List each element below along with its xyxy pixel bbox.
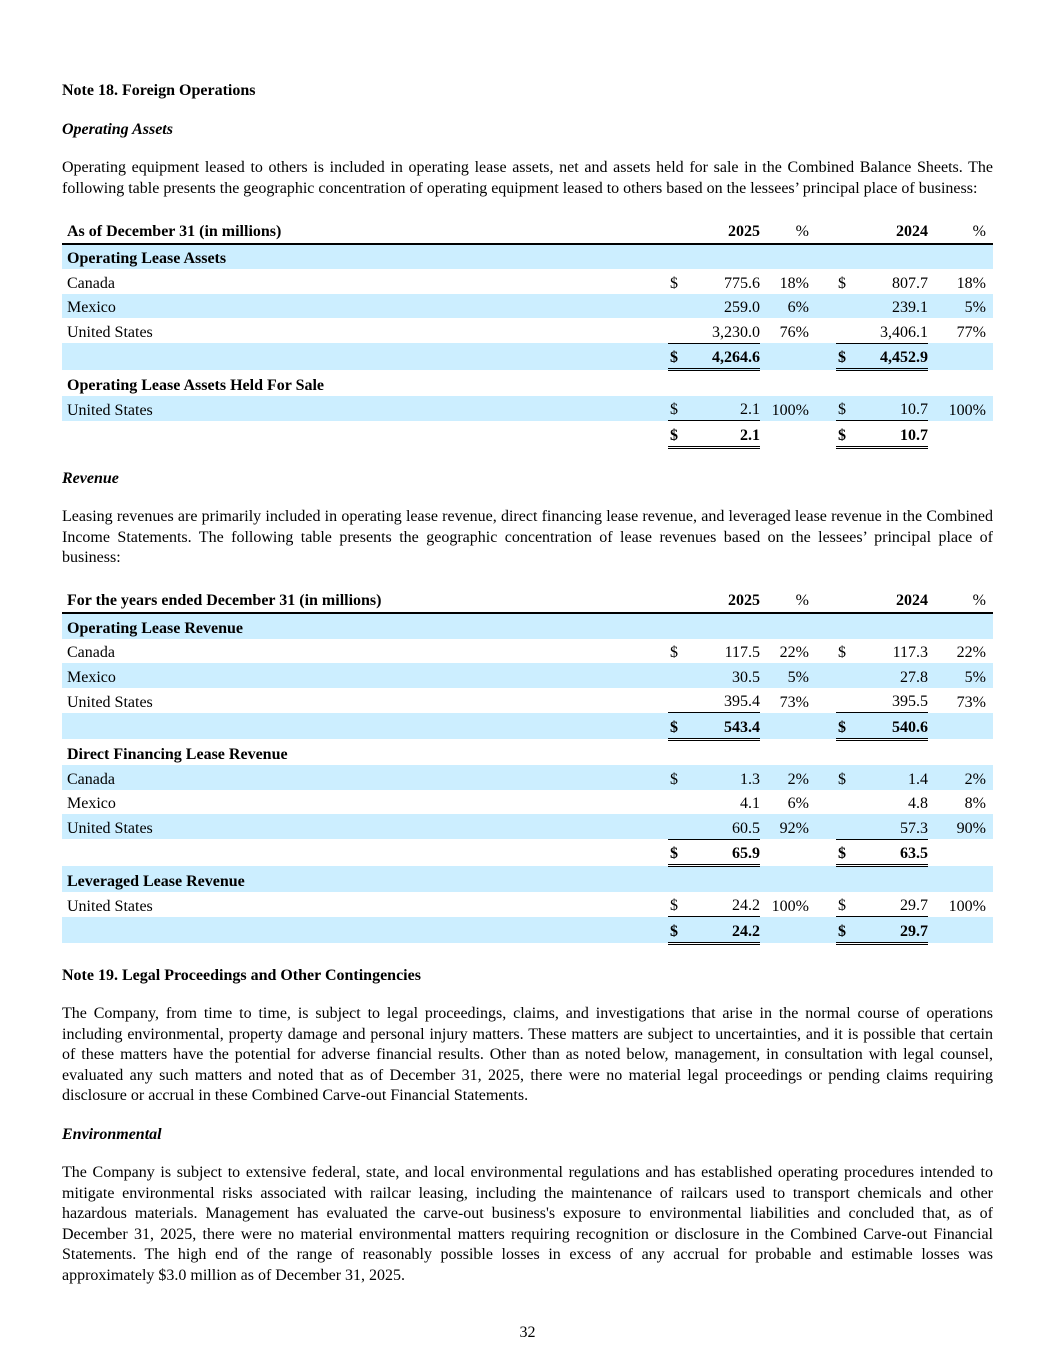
section-row — [62, 866, 993, 892]
value-2024: 3,406.1 — [860, 318, 928, 343]
currency-symbol: $ — [668, 765, 692, 790]
revenue-table — [62, 587, 993, 945]
row-label: Canada — [67, 274, 115, 292]
currency-symbol: $ — [836, 713, 860, 740]
note-18-title: Note 18. Foreign Operations — [62, 82, 256, 99]
value-2024: 117.3 — [892, 644, 928, 661]
currency-symbol: $ — [836, 421, 860, 448]
percent-2024: 90% — [928, 814, 993, 839]
currency-symbol — [836, 790, 860, 815]
percent-2025: 73% — [779, 693, 809, 711]
currency-symbol: $ — [668, 343, 692, 370]
total-row — [62, 917, 993, 944]
table-row — [62, 892, 993, 917]
row-label: United States — [67, 324, 153, 341]
percent-2025: 2% — [760, 765, 816, 790]
section-row — [62, 739, 993, 765]
table-row — [62, 396, 993, 421]
header-percent: % — [928, 587, 993, 614]
currency-symbol: $ — [668, 839, 692, 866]
currency-symbol — [668, 663, 692, 688]
total-row — [62, 713, 993, 740]
table-row — [62, 688, 993, 713]
currency-symbol: $ — [670, 644, 678, 661]
percent-2025: 100% — [771, 897, 809, 915]
table-row — [62, 765, 993, 790]
percent-2025: 76% — [779, 324, 809, 341]
currency-symbol: $ — [668, 421, 692, 448]
section-title: Direct Financing Lease Revenue — [67, 746, 288, 763]
row-label: Mexico — [62, 663, 668, 688]
table-row — [62, 269, 993, 294]
currency-symbol — [836, 294, 860, 319]
operating-assets-heading: Operating Assets — [62, 120, 173, 138]
percent-2024: 8% — [964, 795, 986, 812]
total-row — [62, 839, 993, 866]
row-label: Canada — [62, 765, 668, 790]
header-year-2024: 2024 — [860, 217, 928, 244]
header-year-2025: 2025 — [692, 587, 760, 614]
row-label: Mexico — [62, 294, 668, 319]
section-row — [62, 613, 993, 639]
total-2024: 63.5 — [860, 839, 928, 866]
value-2024: 239.1 — [860, 294, 928, 319]
percent-2024: 100% — [948, 897, 986, 915]
currency-symbol: $ — [668, 917, 692, 944]
currency-symbol: $ — [836, 892, 860, 917]
section-row — [62, 370, 993, 396]
environmental-paragraph: The Company is subject to extensive federal, state, and local environmental regulations and has established operating procedures intended to mitigate environmental risks associated with railcar leasing, including the maintenance of railcars used to transport chemicals and other hazardous materials. Management has evaluated the carve-out business's exposure to environmental liabilities and concluded that, as of December 31, 2025, there were no material environmental matters requiring recognition or disclosure in the Combined Carve-out Financial Statements. The high end of the range of reasonably possible losses in excess of any accrual for probable and estimable losses was approximately $3.0 million as of December 31, 2025. — [62, 1164, 993, 1284]
percent-2025: 22% — [779, 644, 809, 661]
currency-symbol — [836, 663, 860, 688]
value-2024: 1.4 — [860, 765, 928, 790]
header-percent: % — [760, 217, 816, 244]
total-2024: 10.7 — [860, 421, 928, 448]
revenue-heading: Revenue — [62, 469, 119, 487]
section-title: Operating Lease Assets — [62, 244, 993, 270]
table-row — [62, 294, 993, 319]
currency-symbol — [836, 318, 860, 343]
table-row — [62, 814, 993, 839]
revenue-paragraph: Leasing revenues are primarily included in operating lease revenue, direct financing lease revenue, and leveraged lease revenue in the Combined Income Statements. The following table presents the geographic concentration of lease revenues based on the lessees’ principal place of business: — [62, 508, 993, 566]
table-row — [62, 790, 993, 815]
value-2025: 60.5 — [692, 814, 760, 839]
value-2025: 2.1 — [692, 396, 760, 421]
table-header-row — [62, 217, 993, 244]
environmental-heading: Environmental — [62, 1125, 162, 1143]
currency-symbol — [668, 688, 692, 713]
value-2024: 57.3 — [860, 814, 928, 839]
percent-2025: 100% — [760, 396, 816, 421]
percent-2025: 6% — [787, 795, 809, 812]
row-label: Mexico — [67, 795, 116, 812]
currency-symbol: $ — [668, 396, 692, 421]
total-row — [62, 421, 993, 448]
total-2025: 2.1 — [692, 421, 760, 448]
operating-assets-paragraph: Operating equipment leased to others is included in operating lease assets, net and assets held for sale in the Combined Balance Sheets. The following table presents the geographic concentration of operating equipment leased to others based on the lessees’ principal place of business: — [62, 159, 993, 197]
percent-2025: 92% — [760, 814, 816, 839]
currency-symbol — [668, 294, 692, 319]
value-2024: 10.7 — [860, 396, 928, 421]
value-2025: 395.4 — [692, 688, 760, 713]
percent-2025: 5% — [760, 663, 816, 688]
value-2025: 24.2 — [692, 892, 760, 917]
value-2024: 395.5 — [860, 688, 928, 713]
total-2024: 540.6 — [860, 713, 928, 740]
value-2025: 3,230.0 — [692, 318, 760, 343]
currency-symbol: $ — [838, 274, 846, 292]
row-label: United States — [67, 897, 153, 915]
total-2025: 543.4 — [692, 713, 760, 740]
row-label: United States — [62, 396, 668, 421]
percent-2024: 5% — [928, 294, 993, 319]
total-2025: 65.9 — [692, 839, 760, 866]
document-page — [62, 78, 993, 1286]
currency-symbol: $ — [836, 839, 860, 866]
header-year-2025: 2025 — [692, 217, 760, 244]
currency-symbol — [668, 814, 692, 839]
note-19-title: Note 19. Legal Proceedings and Other Contingencies — [62, 966, 421, 984]
value-2025: 1.3 — [692, 765, 760, 790]
table-row — [62, 639, 993, 664]
currency-symbol — [668, 790, 692, 815]
percent-2025: 18% — [779, 274, 809, 292]
currency-symbol: $ — [838, 644, 846, 661]
total-2024: 29.7 — [860, 917, 928, 944]
operating-assets-table — [62, 217, 993, 449]
currency-symbol — [668, 318, 692, 343]
currency-symbol: $ — [836, 917, 860, 944]
value-2024: 29.7 — [860, 892, 928, 917]
currency-symbol — [836, 688, 860, 713]
percent-2024: 18% — [956, 274, 986, 292]
header-label: As of December 31 (in millions) — [62, 217, 668, 244]
section-title: Operating Lease Revenue — [62, 613, 993, 639]
percent-2024: 100% — [928, 396, 993, 421]
currency-symbol: $ — [668, 713, 692, 740]
value-2025: 4.1 — [740, 795, 760, 812]
note-19-paragraph: The Company, from time to time, is subject to legal proceedings, claims, and investigations that arise in the normal course of operations including environmental, property damage and personal injury matters. These matters are subject to uncertainties, and it is possible that certain of these matters have the potential for adverse financial results. Other than as noted below, management, in consultation with legal counsel, evaluated any such matters and noted that as of December 31, 2025, there were no material legal proceedings or pending claims requiring disclosure or accrual in these Combined Carve-out Financial Statements. — [62, 1005, 993, 1104]
page-number: 32 — [519, 1324, 536, 1341]
value-2024: 4.8 — [908, 795, 928, 812]
currency-symbol: $ — [668, 892, 692, 917]
percent-2025: 6% — [760, 294, 816, 319]
section-row — [62, 244, 993, 270]
row-label: United States — [62, 814, 668, 839]
header-percent: % — [928, 217, 993, 244]
value-2025: 259.0 — [692, 294, 760, 319]
header-label: For the years ended December 31 (in millions) — [62, 587, 668, 614]
percent-2024: 73% — [956, 693, 986, 711]
currency-symbol: $ — [836, 343, 860, 370]
header-year-2024: 2024 — [860, 587, 928, 614]
value-2025: 30.5 — [692, 663, 760, 688]
table-row — [62, 318, 993, 343]
percent-2024: 22% — [956, 644, 986, 661]
percent-2024: 2% — [928, 765, 993, 790]
total-row — [62, 343, 993, 370]
row-label: Canada — [67, 644, 115, 661]
currency-symbol: $ — [836, 396, 860, 421]
currency-symbol — [836, 814, 860, 839]
value-2025: 117.5 — [724, 644, 760, 661]
currency-symbol: $ — [670, 274, 678, 292]
table-header-row — [62, 587, 993, 614]
section-title: Operating Lease Assets Held For Sale — [67, 376, 325, 394]
header-percent: % — [760, 587, 816, 614]
percent-2024: 5% — [928, 663, 993, 688]
percent-2024: 77% — [956, 324, 986, 341]
currency-symbol: $ — [836, 765, 860, 790]
total-2025: 24.2 — [692, 917, 760, 944]
table-row — [62, 663, 993, 688]
row-label: United States — [67, 693, 153, 711]
value-2025: 775.6 — [724, 274, 760, 292]
value-2024: 807.7 — [892, 274, 928, 292]
total-2025: 4,264.6 — [692, 343, 760, 370]
section-title: Leveraged Lease Revenue — [62, 866, 993, 892]
value-2024: 27.8 — [860, 663, 928, 688]
total-2024: 4,452.9 — [860, 343, 928, 370]
